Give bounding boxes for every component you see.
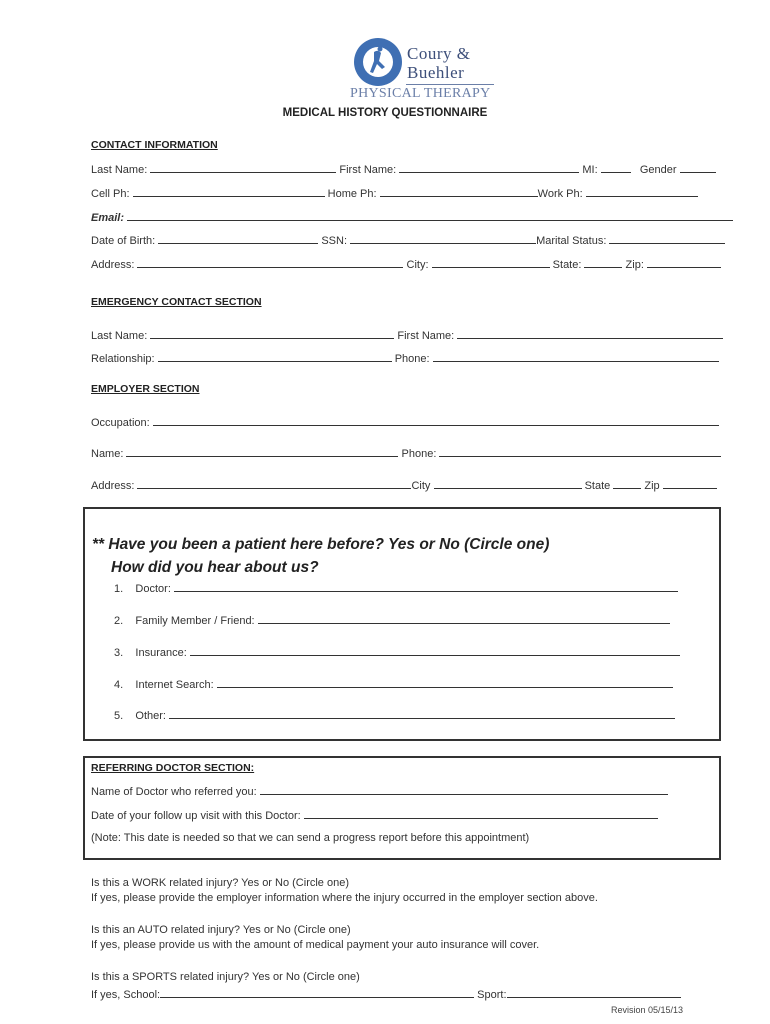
logo-divider <box>406 84 494 85</box>
employer-state-field[interactable] <box>613 478 641 489</box>
item-number: 3. <box>114 647 124 659</box>
referral-source-question: How did you hear about us? <box>111 559 319 576</box>
family-friend-label: Family Member / Friend: <box>135 615 255 627</box>
email-label: Email: <box>91 212 125 224</box>
gender-field[interactable] <box>680 162 716 173</box>
emergency-last-name-label: Last Name: <box>91 330 148 342</box>
employer-city-label: City <box>411 480 431 492</box>
gender-label: Gender <box>639 164 677 176</box>
city-label: City: <box>406 259 429 271</box>
internet-search-label: Internet Search: <box>135 679 214 691</box>
item-number: 4. <box>114 679 124 691</box>
state-label: State: <box>552 259 582 271</box>
employer-heading: EMPLOYER SECTION <box>91 383 200 395</box>
employer-address-label: Address: <box>91 480 135 492</box>
occupation-field[interactable] <box>153 415 719 426</box>
employer-name-label: Name: <box>91 448 124 460</box>
cell-phone-field[interactable] <box>133 186 325 197</box>
other-label: Other: <box>135 710 166 722</box>
emergency-last-name-field[interactable] <box>150 328 394 339</box>
relationship-label: Relationship: <box>91 353 155 365</box>
doctor-field[interactable] <box>174 581 678 592</box>
employer-zip-label: Zip <box>644 480 660 492</box>
mi-label: MI: <box>582 164 598 176</box>
logo-text-line3: PHYSICAL THERAPY <box>350 86 491 101</box>
emergency-first-name-label: First Name: <box>397 330 455 342</box>
school-field[interactable] <box>160 987 474 998</box>
auto-injury-question: Is this an AUTO related injury? Yes or No (Circle one) <box>91 924 351 936</box>
emergency-heading: EMERGENCY CONTACT SECTION <box>91 296 262 308</box>
first-name-field[interactable] <box>399 162 579 173</box>
follow-up-date-field[interactable] <box>304 808 658 819</box>
home-phone-label: Home Ph: <box>327 188 377 200</box>
zip-label: Zip: <box>625 259 644 271</box>
marital-status-field[interactable] <box>609 233 725 244</box>
ssn-field[interactable] <box>350 233 536 244</box>
item-number: 2. <box>114 615 124 627</box>
employer-zip-field[interactable] <box>663 478 717 489</box>
last-name-field[interactable] <box>150 162 336 173</box>
last-name-label: Last Name: <box>91 164 148 176</box>
item-number: 5. <box>114 710 124 722</box>
work-phone-label: Work Ph: <box>537 188 583 200</box>
address-label: Address: <box>91 259 135 271</box>
insurance-label: Insurance: <box>135 647 187 659</box>
city-field[interactable] <box>432 257 550 268</box>
referring-doctor-label: Name of Doctor who referred you: <box>91 786 257 798</box>
emergency-phone-label: Phone: <box>394 353 430 365</box>
work-phone-field[interactable] <box>586 186 698 197</box>
item-number: 1. <box>114 583 124 595</box>
revision-label: Revision 05/15/13 <box>611 1005 684 1015</box>
auto-injury-note: If yes, please provide us with the amount of medical payment your auto insurance will cover. <box>91 939 540 951</box>
employer-address-field[interactable] <box>137 478 411 489</box>
relationship-field[interactable] <box>158 351 392 362</box>
work-injury-question: Is this a WORK related injury? Yes or No (Circle one) <box>91 877 349 889</box>
employer-phone-field[interactable] <box>439 446 721 457</box>
zip-field[interactable] <box>647 257 721 268</box>
previous-patient-question: ** Have you been a patient here before? Yes or No (Circle one) <box>92 536 550 553</box>
logo-text-line1: Coury & <box>407 44 471 63</box>
employer-city-field[interactable] <box>434 478 582 489</box>
logo-text-line2: Buehler <box>407 63 465 82</box>
insurance-field[interactable] <box>190 645 680 656</box>
work-injury-note: If yes, please provide the employer information where the injury occurred in the employer section above. <box>91 892 598 904</box>
marital-status-label: Marital Status: <box>536 235 607 247</box>
home-phone-field[interactable] <box>380 186 538 197</box>
internet-search-field[interactable] <box>217 677 673 688</box>
first-name-label: First Name: <box>339 164 397 176</box>
dob-field[interactable] <box>158 233 318 244</box>
employer-phone-label: Phone: <box>401 448 437 460</box>
address-field[interactable] <box>137 257 403 268</box>
emergency-phone-field[interactable] <box>433 351 719 362</box>
referring-note: (Note: This date is needed so that we can send a progress report before this appointment) <box>91 832 530 844</box>
referring-doctor-field[interactable] <box>260 784 668 795</box>
email-field[interactable] <box>127 210 733 221</box>
sport-label: Sport: <box>477 989 507 1001</box>
employer-state-label: State <box>584 480 611 492</box>
referring-heading: REFERRING DOCTOR SECTION: <box>91 762 255 774</box>
state-field[interactable] <box>584 257 622 268</box>
dob-label: Date of Birth: <box>91 235 156 247</box>
family-friend-field[interactable] <box>258 613 670 624</box>
other-field[interactable] <box>169 708 675 719</box>
cell-phone-label: Cell Ph: <box>91 188 130 200</box>
emergency-first-name-field[interactable] <box>457 328 723 339</box>
sport-field[interactable] <box>507 987 681 998</box>
sports-injury-question: Is this a SPORTS related injury? Yes or No (Circle one) <box>91 971 360 983</box>
logo-emblem-icon <box>352 36 404 88</box>
page-title: MEDICAL HISTORY QUESTIONNAIRE <box>282 107 488 119</box>
mi-field[interactable] <box>601 162 631 173</box>
follow-up-date-label: Date of your follow up visit with this Doctor: <box>91 810 301 822</box>
doctor-label: Doctor: <box>135 583 171 595</box>
employer-name-field[interactable] <box>126 446 398 457</box>
contact-heading: CONTACT INFORMATION <box>91 139 218 151</box>
school-label: If yes, School: <box>91 989 161 1001</box>
ssn-label: SSN: <box>321 235 348 247</box>
occupation-label: Occupation: <box>91 417 150 429</box>
